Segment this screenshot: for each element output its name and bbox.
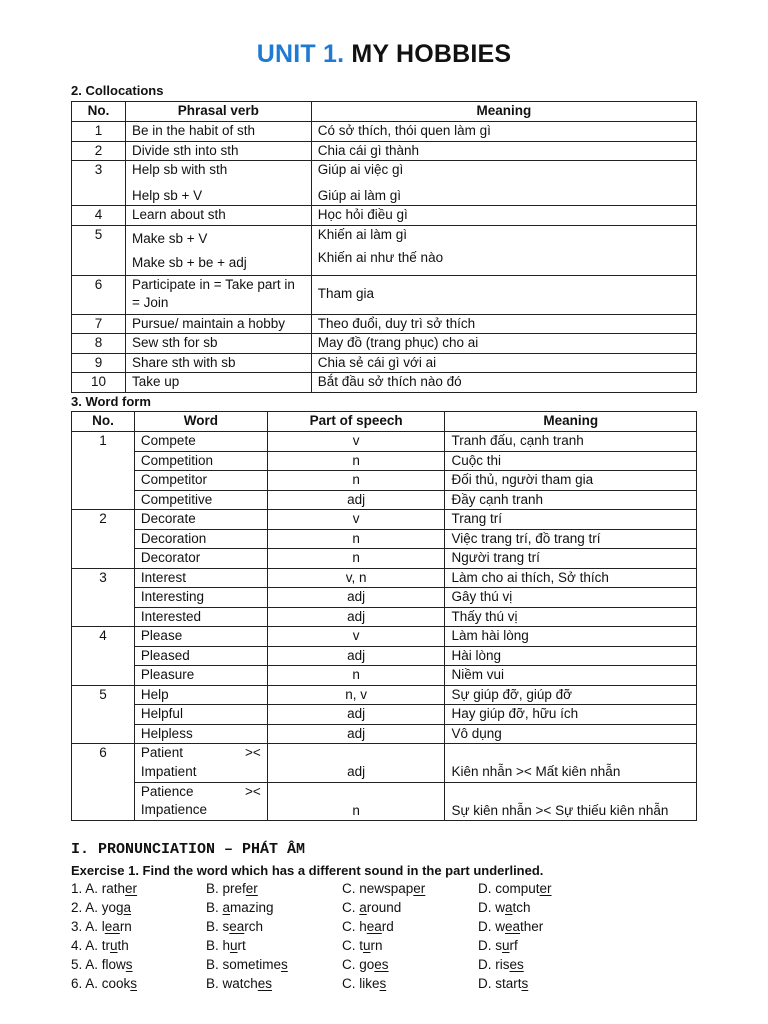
- word-cell: Interested: [134, 607, 267, 627]
- word-cell: Helpful: [134, 705, 267, 725]
- table-row: [72, 373, 697, 393]
- underlined-part: a: [123, 900, 132, 915]
- word-line: Impatience: [140, 802, 207, 817]
- meaning-line: Tham gia: [317, 286, 374, 302]
- answer-option: C. goes: [342, 957, 389, 972]
- table-row: [72, 549, 697, 569]
- word-cell: Pleased: [134, 646, 267, 666]
- meaning-cell: Làm hài lòng: [445, 627, 697, 647]
- underlined-part: ea: [505, 919, 521, 934]
- meaning-cell: Làm cho ai thích, Sở thích: [445, 568, 697, 588]
- meaning-cell: Kiên nhẫn >< Mất kiên nhẫn: [445, 744, 697, 783]
- answer-option: C. turn: [342, 938, 383, 953]
- table-row: [72, 568, 697, 588]
- part-of-speech-cell: v: [267, 432, 445, 452]
- word-cell: Interest: [134, 568, 267, 588]
- part-of-speech-cell: n: [267, 666, 445, 686]
- phrasal-verb-line: Participate in = Take part in: [131, 276, 295, 292]
- meaning-cell: [311, 206, 696, 226]
- phrasal-verb-line: Sew sth for sb: [131, 335, 218, 350]
- table-row: [72, 432, 697, 452]
- underlined-part: es: [374, 957, 389, 972]
- part-of-speech-cell: adj: [267, 705, 445, 725]
- underlined-part: a: [359, 900, 367, 915]
- meaning-line: Khiến ai như thế nào: [317, 250, 444, 265]
- group-number: 4: [72, 627, 135, 686]
- row-number: 1: [72, 122, 126, 142]
- table-row: [72, 490, 697, 510]
- answer-option: 2. A. yoga: [71, 900, 132, 915]
- phrasal-verb-line: = Join: [131, 295, 169, 310]
- meaning-line: Có sở thích, thói quen làm gì: [317, 123, 491, 138]
- table-row: [72, 206, 697, 226]
- underlined-part: ea: [366, 919, 382, 934]
- word-cell: Helpless: [134, 724, 267, 744]
- phrasal-verb-cell: [125, 334, 311, 354]
- underlined-part: s: [521, 976, 529, 991]
- word-text: Patient: [140, 745, 183, 760]
- phrasal-verb-line: Take up: [131, 374, 180, 389]
- phrasal-verb-cell: [125, 275, 311, 314]
- column-header: Meaning: [311, 102, 696, 122]
- underlined-part: u: [502, 938, 510, 953]
- meaning-cell: Người trang trí: [445, 549, 697, 569]
- answer-option: B. search: [206, 919, 264, 934]
- meaning-cell: [311, 275, 696, 314]
- meaning-cell: Trang trí: [445, 510, 697, 530]
- answer-option: D. rises: [478, 957, 524, 972]
- answer-option: C. likes: [342, 976, 387, 991]
- meaning-cell: [311, 225, 696, 275]
- column-header: No.: [72, 412, 135, 432]
- underlined-part: es: [257, 976, 273, 991]
- exercise-instruction: Exercise 1. Find the word which has a different sound in the part underlined.: [71, 863, 544, 878]
- table-row: [72, 122, 697, 142]
- page-title: [0, 40, 768, 69]
- meaning-line: Bắt đầu sở thích nào đó: [317, 374, 462, 389]
- meaning-cell: [311, 373, 696, 393]
- phrasal-verb-line: Be in the habit of sth: [131, 123, 256, 138]
- meaning-cell: Vô dụng: [445, 724, 697, 744]
- row-number: 10: [72, 373, 126, 393]
- group-number: 2: [72, 510, 135, 569]
- meaning-cell: Tranh đấu, cạnh tranh: [445, 432, 697, 452]
- row-number: 8: [72, 334, 126, 354]
- table-row: [72, 510, 697, 530]
- table-row: [72, 646, 697, 666]
- phrasal-verb-line: Share sth with sb: [131, 354, 236, 370]
- part-of-speech-cell: adj: [267, 646, 445, 666]
- word-form-table: [71, 411, 697, 821]
- column-header: No.: [72, 102, 126, 122]
- unit-label: UNIT 1.: [256, 40, 345, 68]
- phrasal-verb-cell: [125, 141, 311, 161]
- answer-option: 3. A. learn: [71, 919, 132, 934]
- meaning-cell: [311, 334, 696, 354]
- opposite-symbol: ><: [245, 745, 261, 760]
- part-of-speech-cell: adj: [267, 744, 445, 783]
- meaning-line: Chia cái gì thành: [317, 142, 420, 158]
- row-number: 7: [72, 314, 126, 334]
- answer-option: C. newspaper: [342, 881, 426, 896]
- underlined-part: er: [539, 881, 552, 896]
- underlined-part: s: [379, 976, 387, 991]
- phrasal-verb-cell: [125, 161, 311, 206]
- phrasal-verb-line: Learn about sth: [131, 207, 226, 222]
- part-of-speech-cell: n: [267, 451, 445, 471]
- word-line: [141, 783, 261, 802]
- underlined-part: a: [505, 900, 513, 915]
- phrasal-verb-line: Help sb + V: [131, 187, 203, 203]
- group-number: 6: [72, 744, 135, 821]
- table-row: [72, 353, 697, 373]
- meaning-cell: Đối thủ, người tham gia: [445, 471, 697, 491]
- row-number: 5: [72, 225, 126, 275]
- word-line: Impatient: [140, 763, 197, 779]
- meaning-cell: Cuộc thi: [445, 451, 697, 471]
- table-row: [72, 744, 697, 783]
- answer-option: 6. A. cooks: [71, 976, 138, 991]
- meaning-cell: [311, 122, 696, 142]
- table-row: [72, 161, 697, 206]
- phrasal-verb-line: Pursue/ maintain a hobby: [131, 315, 286, 331]
- meaning-cell: [311, 314, 696, 334]
- meaning-cell: [311, 161, 696, 206]
- phrasal-verb-cell: [125, 206, 311, 226]
- answer-option: C. heard: [342, 919, 394, 934]
- part-of-speech-cell: v: [267, 510, 445, 530]
- part-of-speech-cell: n: [267, 529, 445, 549]
- meaning-line: Học hỏi điều gì: [317, 207, 408, 222]
- underlined-part: er: [245, 881, 258, 896]
- answer-option: B. amazing: [206, 900, 274, 915]
- opposite-symbol: ><: [245, 783, 261, 799]
- answer-option: D. computer: [478, 881, 552, 896]
- table-row: [72, 529, 697, 549]
- meaning-line: Giúp ai việc gì: [317, 162, 404, 177]
- collocations-table: [71, 101, 697, 393]
- underlined-part: u: [230, 938, 238, 953]
- answer-option: 1. A. rather: [71, 881, 138, 896]
- word-cell: Please: [134, 627, 267, 647]
- underlined-part: a: [222, 900, 231, 915]
- part-of-speech-cell: adj: [267, 490, 445, 510]
- phrasal-verb-line: Make sb + V: [131, 230, 208, 246]
- part-of-speech-cell: adj: [267, 607, 445, 627]
- column-header: Phrasal verb: [125, 102, 311, 122]
- word-cell: [134, 782, 267, 821]
- row-number: 2: [72, 141, 126, 161]
- collocations-heading: 2. Collocations: [71, 83, 164, 98]
- word-cell: [134, 744, 267, 783]
- phrasal-verb-cell: [125, 373, 311, 393]
- table-row: [72, 607, 697, 627]
- column-header: Part of speech: [267, 412, 445, 432]
- group-number: 3: [72, 568, 135, 627]
- column-header: Word: [134, 412, 267, 432]
- phrasal-verb-line: Help sb with sth: [131, 162, 228, 177]
- row-number: 6: [72, 275, 126, 314]
- row-number: 4: [72, 206, 126, 226]
- word-cell: Competition: [134, 451, 267, 471]
- word-form-heading: 3. Word form: [71, 394, 151, 409]
- meaning-cell: Việc trang trí, đồ trang trí: [445, 529, 697, 549]
- meaning-cell: Sự kiên nhẫn >< Sự thiếu kiên nhẫn: [445, 782, 697, 821]
- part-of-speech-cell: v, n: [267, 568, 445, 588]
- meaning-cell: Thấy thú vị: [445, 607, 697, 627]
- answer-option: B. prefer: [206, 881, 258, 896]
- group-number: 5: [72, 685, 135, 744]
- word-cell: Competitor: [134, 471, 267, 491]
- word-cell: Decoration: [134, 529, 267, 549]
- answer-option: D. starts: [478, 976, 529, 991]
- answer-option: 5. A. flows: [71, 957, 133, 972]
- table-row: [72, 588, 697, 608]
- meaning-cell: [311, 353, 696, 373]
- table-row: [72, 666, 697, 686]
- part-of-speech-cell: adj: [267, 588, 445, 608]
- phrasal-verb-cell: [125, 314, 311, 334]
- meaning-cell: Hay giúp đỡ, hữu ích: [445, 705, 697, 725]
- meaning-cell: [311, 141, 696, 161]
- word-cell: Decorator: [134, 549, 267, 569]
- underlined-part: s: [125, 957, 133, 972]
- part-of-speech-cell: n, v: [267, 685, 445, 705]
- meaning-line: Khiến ai làm gì: [317, 226, 408, 242]
- meaning-line: Theo đuổi, duy trì sở thích: [317, 315, 476, 331]
- underlined-part: ea: [104, 919, 120, 934]
- phrasal-verb-cell: [125, 225, 311, 275]
- part-of-speech-cell: n: [267, 782, 445, 821]
- phrasal-verb-cell: [125, 122, 311, 142]
- table-row: [72, 275, 697, 314]
- underlined-part: s: [130, 976, 138, 991]
- column-header: Meaning: [445, 412, 697, 432]
- phrasal-verb-line: Divide sth into sth: [131, 142, 239, 158]
- part-of-speech-cell: v: [267, 627, 445, 647]
- meaning-cell: Gây thú vị: [445, 588, 697, 608]
- underlined-part: u: [363, 938, 371, 953]
- answer-option: B. hurt: [206, 938, 246, 953]
- meaning-cell: Niềm vui: [445, 666, 697, 686]
- answer-option: D. surf: [478, 938, 518, 953]
- table-row: [72, 471, 697, 491]
- answer-option: D. watch: [478, 900, 531, 915]
- table-row: [72, 627, 697, 647]
- group-number: 1: [72, 432, 135, 510]
- word-cell: Interesting: [134, 588, 267, 608]
- answer-option: B. sometimes: [206, 957, 288, 972]
- table-row: [72, 724, 697, 744]
- meaning-line: Giúp ai làm gì: [317, 187, 401, 203]
- pronunciation-heading: I. PRONUNCIATION – PHÁT ÂM: [71, 841, 306, 858]
- word-cell: Decorate: [134, 510, 267, 530]
- word-text: Patience: [140, 783, 194, 799]
- underlined-part: u: [110, 938, 118, 953]
- meaning-cell: Hài lòng: [445, 646, 697, 666]
- answer-option: C. around: [342, 900, 402, 915]
- part-of-speech-cell: n: [267, 471, 445, 491]
- underlined-part: es: [509, 957, 524, 972]
- table-row: [72, 451, 697, 471]
- word-cell: Competitive: [134, 490, 267, 510]
- meaning-line: May đồ (trang phục) cho ai: [317, 335, 479, 350]
- table-row: [72, 782, 697, 821]
- table-row: [72, 685, 697, 705]
- row-number: 9: [72, 353, 126, 373]
- answer-option: B. watches: [206, 976, 273, 991]
- word-cell: Compete: [134, 432, 267, 452]
- underlined-part: er: [125, 881, 138, 896]
- row-number: 3: [72, 161, 126, 206]
- answer-option: D. weather: [478, 919, 544, 934]
- meaning-line: Chia sẻ cái gì với ai: [317, 354, 437, 370]
- answer-option: 4. A. truth: [71, 938, 129, 953]
- underlined-part: ea: [229, 919, 245, 934]
- part-of-speech-cell: adj: [267, 724, 445, 744]
- meaning-cell: Đầy cạnh tranh: [445, 490, 697, 510]
- unit-name: MY HOBBIES: [351, 40, 512, 68]
- word-line: [141, 744, 261, 763]
- phrasal-verb-line: Make sb + be + adj: [131, 255, 247, 270]
- table-row: [72, 334, 697, 354]
- phrasal-verb-cell: [125, 353, 311, 373]
- table-row: [72, 314, 697, 334]
- part-of-speech-cell: n: [267, 549, 445, 569]
- word-cell: Help: [134, 685, 267, 705]
- table-row: [72, 141, 697, 161]
- underlined-part: er: [413, 881, 426, 896]
- table-row: [72, 225, 697, 275]
- meaning-cell: Sự giúp đỡ, giúp đỡ: [445, 685, 697, 705]
- word-cell: Pleasure: [134, 666, 267, 686]
- table-row: [72, 705, 697, 725]
- underlined-part: s: [281, 957, 288, 972]
